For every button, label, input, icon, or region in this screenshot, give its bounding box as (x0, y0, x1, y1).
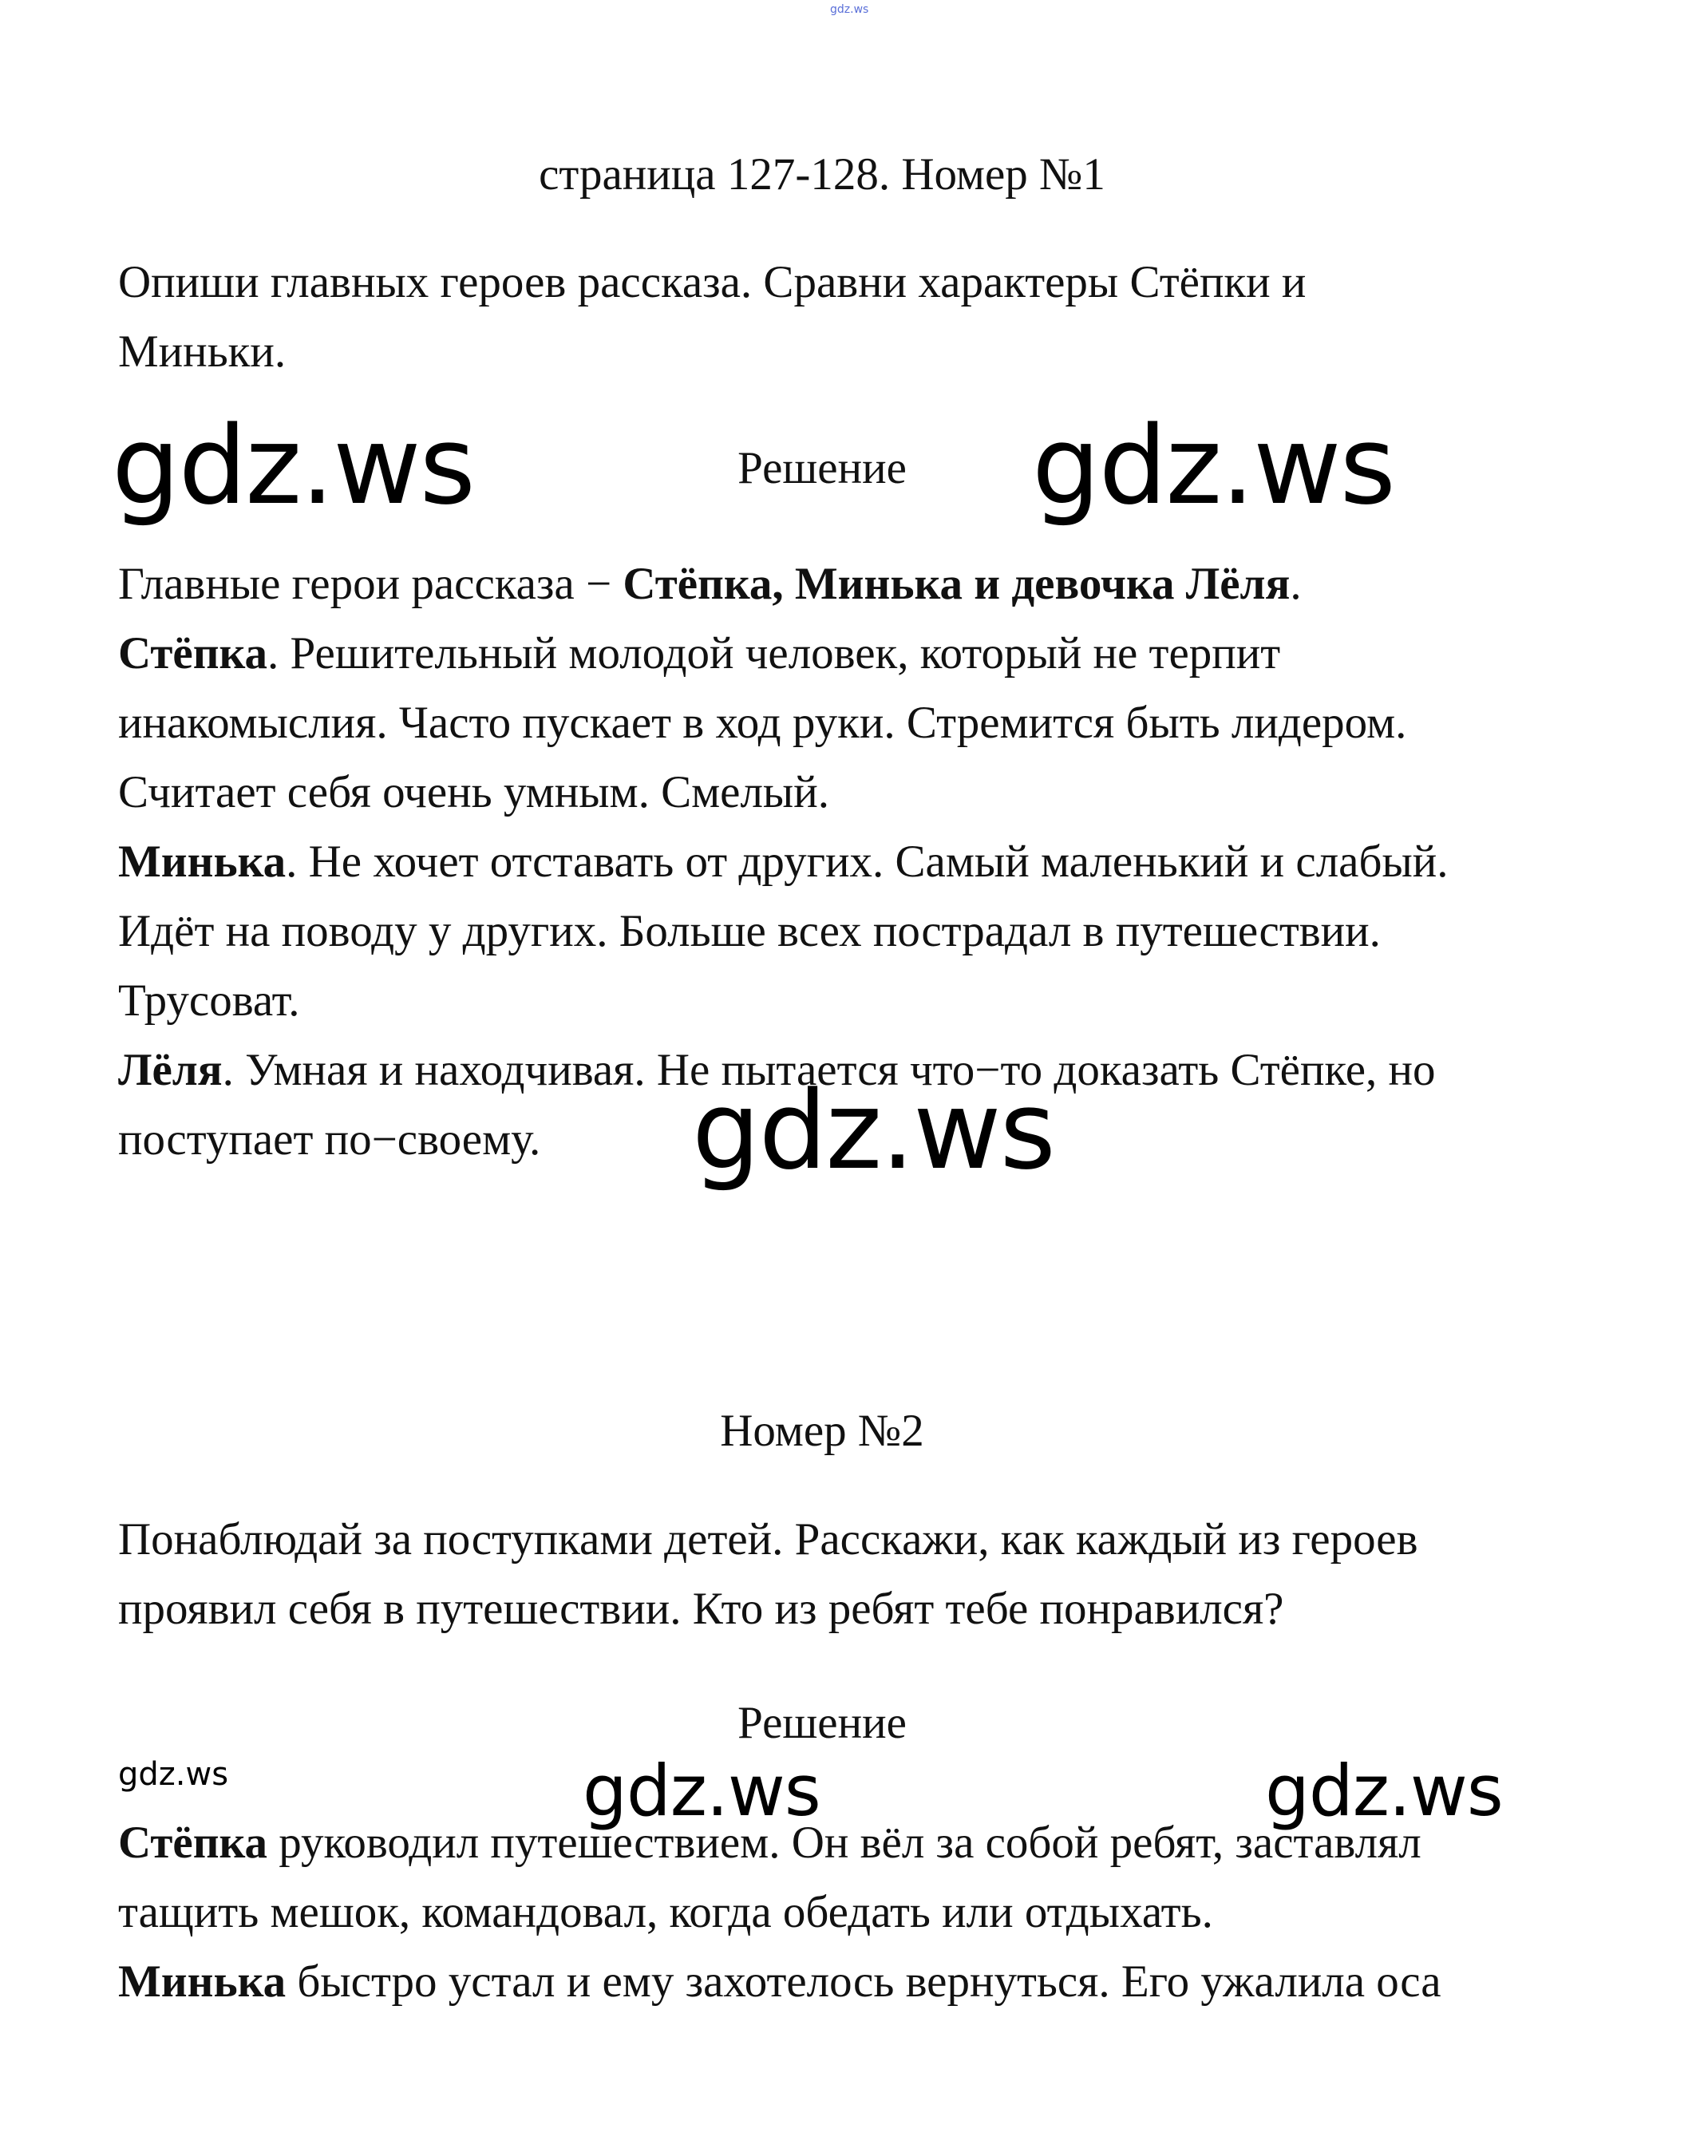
watermark-1: gdz.ws (112, 403, 474, 528)
lelya-text1: . Умная и находчивая. Не пытается что−то доказать Стёпке, но (222, 1045, 1436, 1095)
watermark-3: gdz.ws (692, 1068, 1054, 1193)
section1-solution-label: Решение (737, 443, 907, 493)
stepka-line1 (118, 628, 1281, 678)
s2-minka-name: Минька (118, 1956, 287, 2007)
intro-prefix: Главные герои рассказа − (118, 559, 623, 609)
intro-bold: Стёпка, Минька и девочка Лёля (623, 559, 1291, 609)
section1-question-line1: Опиши главных героев рассказа. Сравни характеры Стёпки и (118, 257, 1307, 307)
section2-heading: Номер №2 (720, 1406, 924, 1456)
s2-stepka-text1: руководил путешествием. Он вёл за собой ребят, заставлял (267, 1818, 1421, 1868)
watermark-2: gdz.ws (1032, 403, 1394, 528)
minka-line1 (118, 837, 1449, 887)
section1-intro (118, 561, 1302, 607)
s2-minka-line1 (118, 1956, 1441, 2007)
section1-heading: страница 127-128. Номер №1 (539, 149, 1105, 200)
section2-solution-label: Решение (737, 1698, 907, 1748)
section1-question-line2: Миньки. (118, 326, 287, 377)
stepka-line2: инакомыслия. Часто пускает в ход руки. Стремится быть лидером. (118, 698, 1407, 748)
stepka-line3: Считает себя очень умным. Смелый. (118, 767, 829, 817)
s2-stepka-line1 (118, 1818, 1421, 1868)
watermark-4: gdz.ws (583, 1750, 820, 1832)
section2-question-line2: проявил себя в путешествии. Кто из ребят тебе понравился? (118, 1584, 1284, 1634)
stepka-text1: . Решительный молодой человек, который не терпит (267, 628, 1281, 678)
lelya-line2: поступает по−своему. (118, 1114, 541, 1165)
top-watermark-small: gdz.ws (830, 3, 869, 16)
s2-stepka-name: Стёпка (118, 1818, 268, 1868)
minka-line2: Идёт на поводу у других. Больше всех пострадал в путешествии. (118, 906, 1381, 956)
minka-name: Минька (118, 837, 287, 887)
s2-stepka-line2: тащить мешок, командовал, когда обедать или отдыхать. (118, 1887, 1213, 1937)
stepka-name: Стёпка (118, 628, 268, 678)
minka-line3: Трусоват. (118, 975, 300, 1026)
s2-minka-text1: быстро устал и ему захотелось вернуться. Его ужалила оса (286, 1956, 1441, 2007)
intro-suffix: . (1290, 559, 1302, 609)
minka-text1: . Не хочет отставать от других. Самый маленький и слабый. (286, 837, 1449, 887)
watermark-5: gdz.ws (1265, 1750, 1503, 1832)
section2-question-line1: Понаблюдай за поступками детей. Расскажи, как каждый из героев (118, 1514, 1418, 1565)
watermark-small: gdz.ws (118, 1756, 229, 1793)
lelya-name: Лёля (118, 1045, 223, 1095)
